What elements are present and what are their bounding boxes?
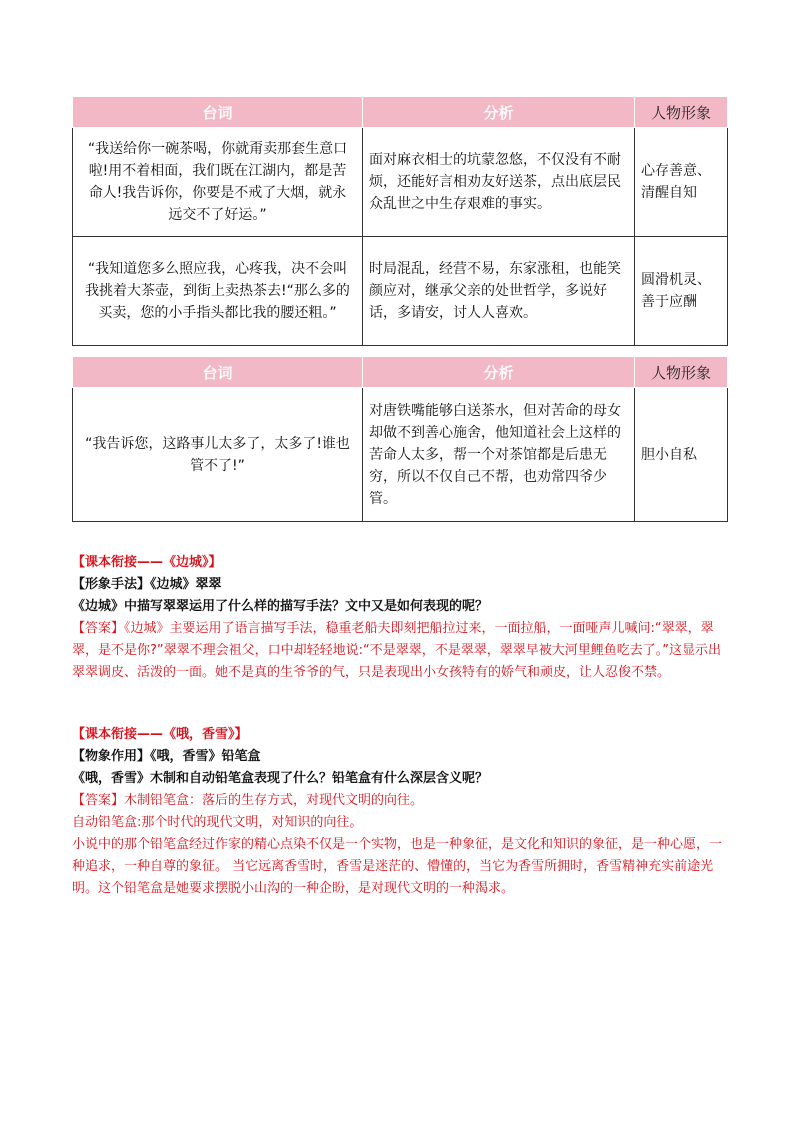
header-dialogue: 台词: [73, 97, 363, 128]
trait-cell: 心存善意、清醒自知: [635, 128, 728, 237]
dialogue-table-1: [72, 96, 728, 346]
trait-cell: 胆小自私: [635, 388, 728, 522]
section-heading: 【课本衔接——《边城》】: [72, 555, 222, 570]
section-heading: 【课本衔接——《哦，香雪》】: [72, 727, 248, 742]
section-answer-paragraph: 小说中的那个铅笔盒经过作家的精心点染不仅是一个实物，也是一种象征，是文化和知识的象征，是一种心愿，一种追求，一种自尊的象征。 当它远离香雪时，香雪是迷茫的、懵懂的，当它为香雪所拥时，香雪精神充实前途光明。这个铅笔盒是她要求摆脱小山沟的一种企盼，是对现代文明的一种渴求。: [72, 837, 723, 896]
table-row: [73, 128, 728, 237]
section-question: 《哦，香雪》木制和自动铅笔盒表现了什么？铅笔盒有什么深层含义呢？: [72, 771, 489, 786]
header-character-image: 人物形象: [635, 357, 728, 388]
analysis-cell: 面对麻衣相士的坑蒙忽悠，不仅没有不耐烦，还能好言相劝友好送茶，点出底层民众乱世之中生存艰难的事实。: [363, 128, 635, 237]
table-header-row: [73, 357, 728, 388]
header-character-image: 人物形象: [635, 97, 728, 128]
header-analysis: 分析: [363, 97, 635, 128]
section-answer-line-1: 【答案】木制铅笔盒：落后的生存方式，对现代文明的向往。: [72, 793, 424, 808]
section-question: 《边城》中描写翠翠运用了什么样的描写手法？文中又是如何表现的呢？: [72, 599, 489, 614]
trait-cell: 圆滑机灵、善于应酬: [635, 237, 728, 346]
dialogue-table-2: [72, 356, 728, 522]
dialogue-cell: “我告诉您，这路事儿太多了，太多了!谁也管不了!”: [73, 388, 363, 522]
dialogue-cell: “我送给你一碗茶喝，你就甭卖那套生意口啦!用不着相面，我们既在江湖内，都是苦命人!我告诉你，你要是不戒了大烟，就永远交不了好运。”: [73, 128, 363, 237]
analysis-cell: 时局混乱，经营不易，东家涨租，也能笑颜应对，继承父亲的处世哲学，多说好话，多请安，讨人人喜欢。: [363, 237, 635, 346]
section-biancheng: [72, 552, 728, 684]
section-answer-line-2: 自动铅笔盒:那个时代的现代文明，对知识的向往。: [72, 815, 363, 830]
section-label: 【形象手法】《边城》翠翠: [72, 577, 222, 592]
header-analysis: 分析: [363, 357, 635, 388]
analysis-cell: 对唐铁嘴能够白送茶水，但对苦命的母女却做不到善心施舍，他知道社会上这样的苦命人太多，帮一个对茶馆都是后患无穷，所以不仅自己不帮，也劝常四爷少管。: [363, 388, 635, 522]
table-header-row: [73, 97, 728, 128]
section-xiangxue: [72, 724, 728, 900]
dialogue-cell: “我知道您多么照应我，心疼我，决不会叫我挑着大茶壶，到街上卖热茶去!“那么多的买卖，您的小手指头都比我的腰还粗。”: [73, 237, 363, 346]
table-row: [73, 388, 728, 522]
section-answer: 【答案】《边城》主要运用了语言描写手法，稳重老船夫即刻把船拉过来，一面拉船，一面哑声儿喊问:“翠翠，翠翠，是不是你?”翠翠不理会祖父，口中却轻轻地说:“不是翠翠，不是翠翠，翠翠早被大河里鲤鱼吃去了。”这显示出翠翠调皮、活泼的一面。她不是真的生爷爷的气，只是表现出小女孩特有的娇气和顽皮，让人忍俊不禁。: [72, 621, 721, 680]
table-row: [73, 237, 728, 346]
section-label: 【物象作用】《哦，香雪》铅笔盒: [72, 749, 261, 764]
header-dialogue: 台词: [73, 357, 363, 388]
